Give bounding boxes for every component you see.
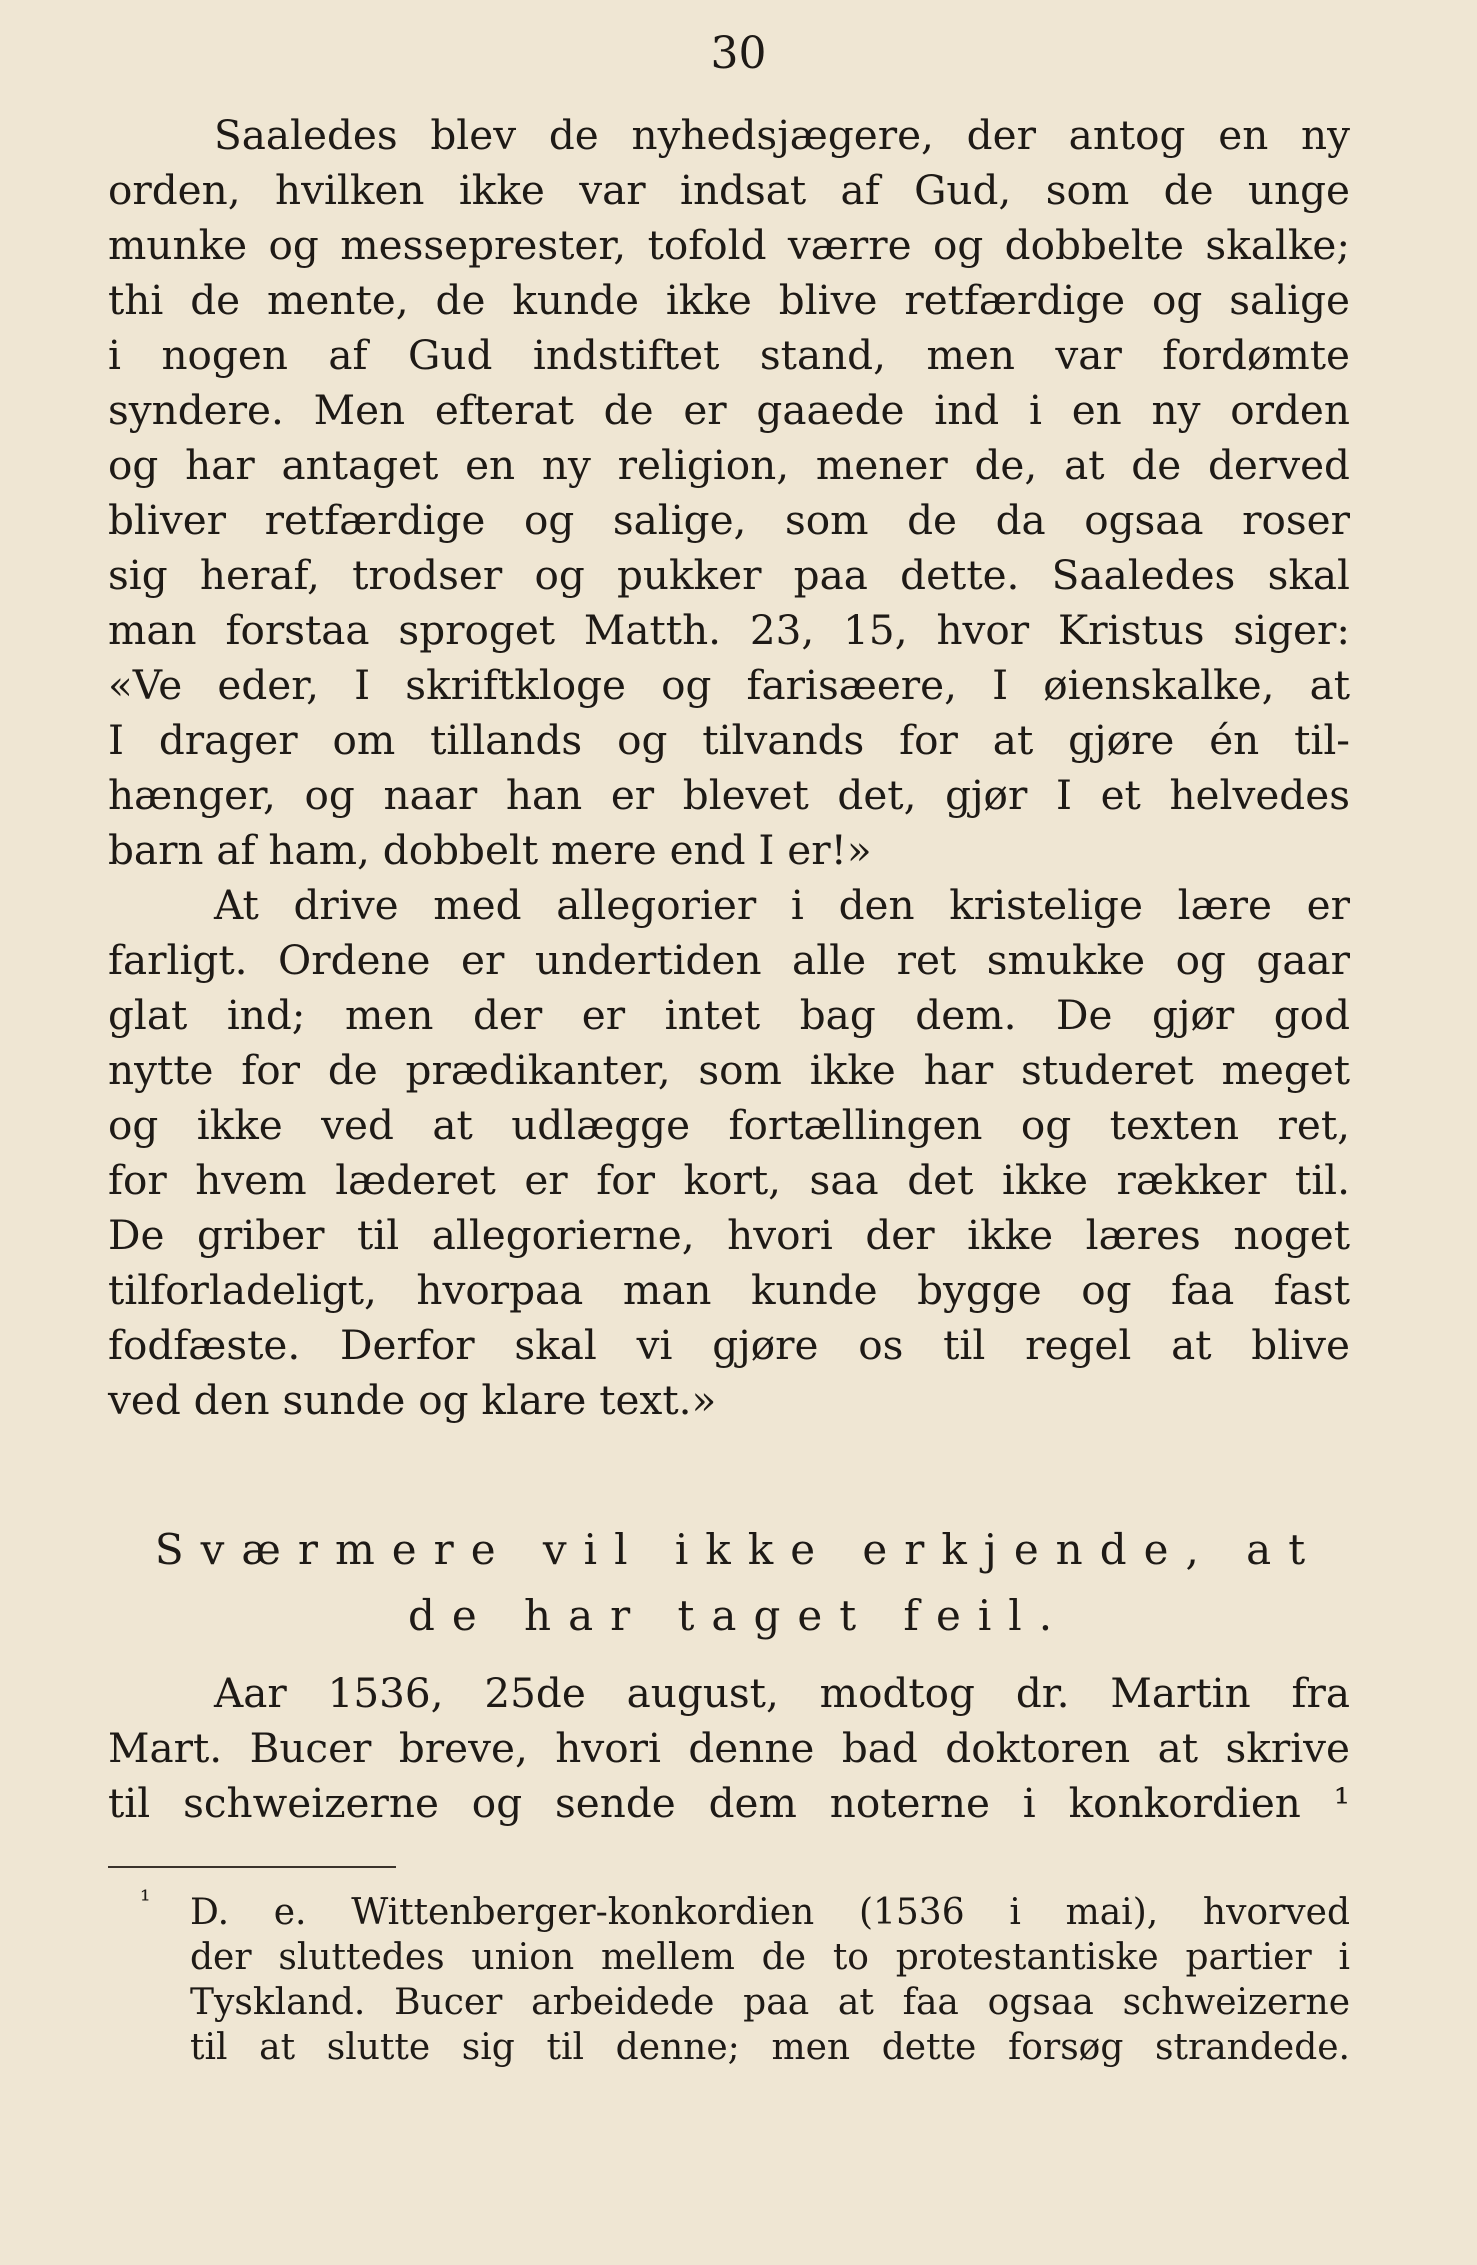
- footnote-line: Tyskland. Bucer arbeidede paa at faa ogsaa schweizerne: [190, 1982, 1350, 2023]
- text-line: De griber til allegorierne, hvori der ikke læres noget: [108, 1211, 1350, 1259]
- text-line: sig heraf, trodser og pukker paa dette. Saaledes skal: [108, 551, 1350, 599]
- text-line: farligt. Ordene er undertiden alle ret smukke og gaar: [108, 936, 1350, 984]
- text-line: I drager om tillands og tilvands for at gjøre én til-: [108, 716, 1350, 764]
- footnote-rule: [108, 1866, 396, 1868]
- text-line: munke og messeprester, tofold værre og dobbelte skalke;: [108, 221, 1350, 269]
- text-line: barn af ham, dobbelt mere end I er!»: [108, 826, 872, 874]
- text-line: for hvem læderet er for kort, saa det ikke rækker til.: [108, 1156, 1350, 1204]
- text-line: thi de mente, de kunde ikke blive retfærdige og salige: [108, 276, 1350, 324]
- text-line: og har antaget en ny religion, mener de, at de derved: [108, 441, 1350, 489]
- section-heading-line-2: de har taget feil.: [407, 1591, 1070, 1640]
- text-line: nytte for de prædikanter, som ikke har studeret meget: [108, 1046, 1350, 1094]
- text-line: i nogen af Gud indstiftet stand, men var fordømte: [108, 331, 1350, 379]
- text-line: til schweizerne og sende dem noterne i konkordien ¹: [108, 1779, 1350, 1827]
- text-line: «Ve eder, I skriftkloge og farisæere, I øienskalke, at: [108, 661, 1350, 709]
- footnote-line: der sluttedes union mellem de to protestantiske partier i: [190, 1937, 1350, 1978]
- text-line: fodfæste. Derfor skal vi gjøre os til regel at blive: [108, 1321, 1350, 1369]
- footnote-line: D. e. Wittenberger-konkordien (1536 i mai), hvorved: [190, 1892, 1350, 1933]
- text-line: tilforladeligt, hvorpaa man kunde bygge og faa fast: [108, 1266, 1350, 1314]
- text-line: hænger, og naar han er blevet det, gjør I et helvedes: [108, 771, 1350, 819]
- text-line: syndere. Men efterat de er gaaede ind i en ny orden: [108, 386, 1350, 434]
- footnote-line: til at slutte sig til denne; men dette forsøg strandede.: [190, 2027, 1350, 2068]
- text-line: man forstaa sproget Matth. 23, 15, hvor Kristus siger:: [108, 606, 1350, 654]
- text-line: orden, hvilken ikke var indsat af Gud, som de unge: [108, 166, 1350, 214]
- section-heading-line-1: Sværmere vil ikke erkjende, at: [154, 1525, 1323, 1574]
- text-line: ved den sunde og klare text.»: [108, 1376, 717, 1424]
- text-line: Aar 1536, 25de august, modtog dr. Martin fra: [214, 1669, 1350, 1717]
- text-line: Mart. Bucer breve, hvori denne bad doktoren at skrive: [108, 1724, 1350, 1772]
- text-line: glat ind; men der er intet bag dem. De gjør god: [108, 991, 1350, 1039]
- text-line: og ikke ved at udlægge fortællingen og texten ret,: [108, 1101, 1350, 1149]
- text-line: bliver retfærdige og salige, som de da ogsaa roser: [108, 496, 1350, 544]
- text-line: Saaledes blev de nyhedsjægere, der antog en ny: [214, 111, 1350, 159]
- page-number: 30: [710, 28, 767, 79]
- footnote-marker: ¹: [140, 1886, 151, 1916]
- text-line: At drive med allegorier i den kristelige lære er: [214, 881, 1350, 929]
